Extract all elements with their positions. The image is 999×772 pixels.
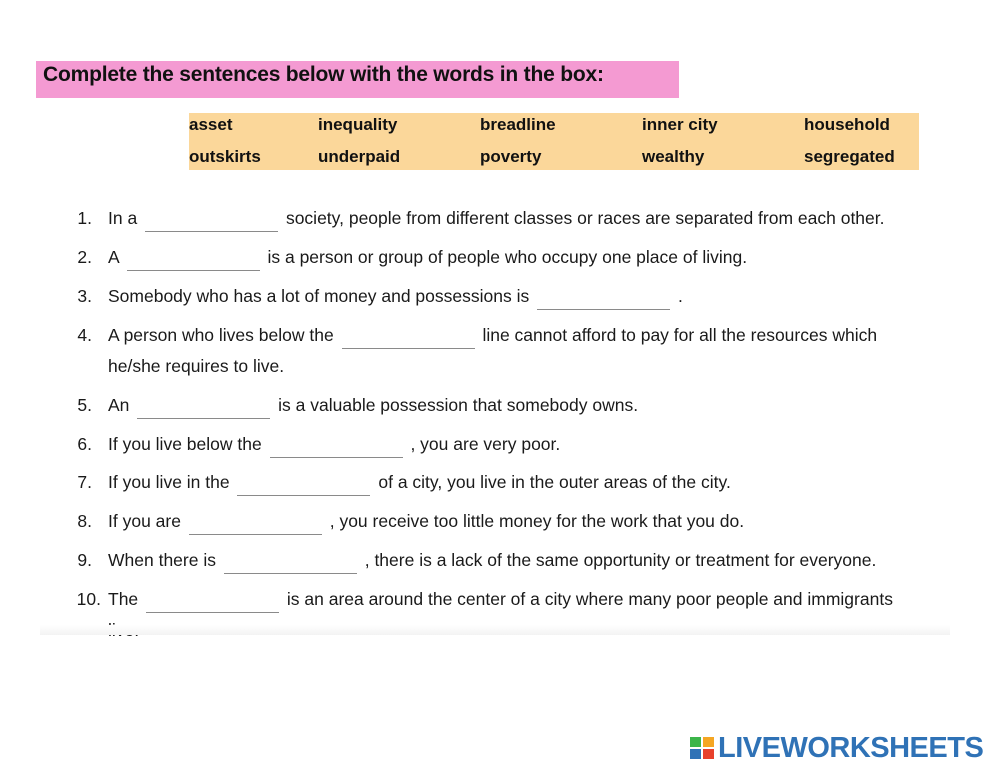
word-poverty: poverty — [480, 147, 542, 166]
item-number: 10. — [76, 589, 101, 609]
logo-text: LIVEWORKSHEETS — [718, 732, 984, 764]
item-number: 8. — [77, 511, 92, 531]
item-number: 6. — [77, 434, 92, 454]
word-asset: asset — [189, 115, 233, 134]
item-number: 3. — [77, 286, 92, 306]
instructions-title: Complete the sentences below with the words in the box: — [43, 63, 604, 86]
page-edge-shadow — [40, 625, 950, 635]
word-breadline: breadline — [480, 115, 556, 134]
item-number: 7. — [77, 472, 92, 492]
list-item: If you live below the , you are very poor. — [108, 433, 560, 458]
item-number: 4. — [77, 325, 92, 345]
item-number: 2. — [77, 247, 92, 267]
answer-blank-7[interactable] — [237, 477, 370, 496]
list-item: When there is , there is a lack of the same opportunity or treatment for everyone. — [108, 549, 876, 574]
list-item-continuation: he/she requires to live. — [108, 356, 285, 376]
answer-blank-4[interactable] — [342, 330, 475, 349]
liveworksheets-logo — [690, 733, 983, 763]
item-number: 9. — [77, 550, 92, 570]
list-item: If you live in the of a city, you live in the outer areas of the city. — [108, 471, 731, 496]
answer-blank-3[interactable] — [537, 291, 670, 310]
answer-blank-2[interactable] — [127, 252, 260, 271]
answer-blank-1[interactable] — [145, 213, 278, 232]
list-item: The is an area around the center of a city where many poor people and immigrants — [108, 588, 893, 613]
list-item: A is a person or group of people who occupy one place of living. — [108, 246, 747, 271]
word-inequality: inequality — [318, 115, 398, 134]
answer-blank-5[interactable] — [137, 400, 270, 419]
logo-mark-icon — [690, 737, 714, 759]
list-item: A person who lives below the line cannot afford to pay for all the resources which — [108, 324, 877, 349]
list-item: If you are , you receive too little money for the work that you do. — [108, 510, 744, 535]
list-item: In a society, people from different classes or races are separated from each other. — [108, 207, 885, 232]
word-box — [189, 113, 919, 170]
word-household: household — [804, 115, 890, 134]
item-number: 5. — [77, 395, 92, 415]
list-item: Somebody who has a lot of money and possessions is . — [108, 285, 683, 310]
item-number: 1. — [77, 208, 92, 228]
word-wealthy: wealthy — [642, 147, 705, 166]
word-segregated: segregated — [804, 147, 895, 166]
answer-blank-10[interactable] — [146, 594, 279, 613]
answer-blank-6[interactable] — [270, 439, 403, 458]
word-inner-city: inner city — [642, 115, 718, 134]
word-underpaid: underpaid — [318, 147, 401, 166]
answer-blank-8[interactable] — [189, 516, 322, 535]
word-outskirts: outskirts — [189, 147, 261, 166]
answer-blank-9[interactable] — [224, 555, 357, 574]
list-item: An is a valuable possession that somebody owns. — [108, 394, 638, 419]
